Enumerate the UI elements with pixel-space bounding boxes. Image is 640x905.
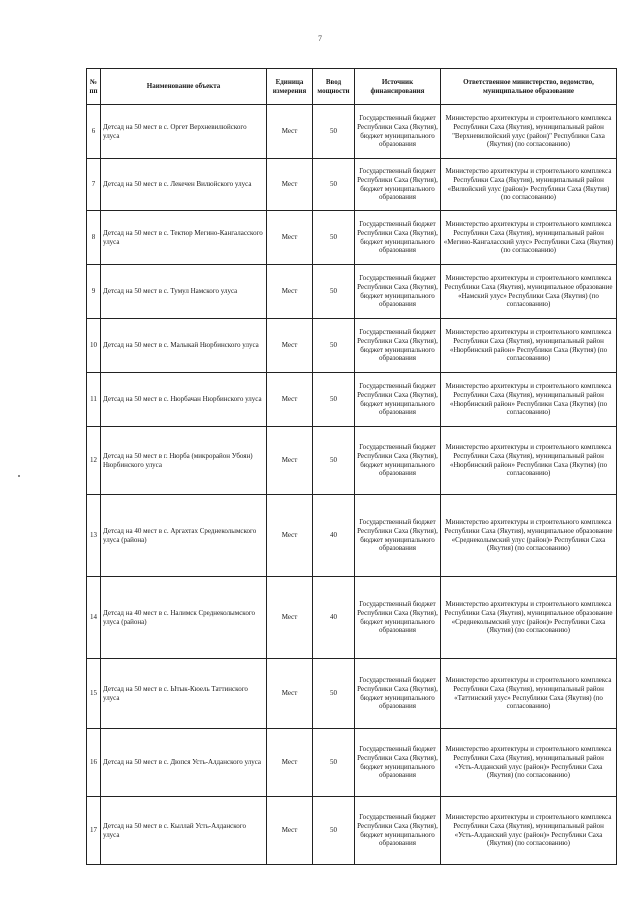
object-name: Детсад на 50 мест в с. Оргет Верхневилюйского улуса [101,105,267,159]
capacity-cell: 50 [313,159,355,211]
table-row [87,577,617,659]
row-number: 6 [87,105,101,159]
funding-source-cell: Государственный бюджет Республики Саха (Якутия), бюджет муниципального образования [355,105,441,159]
object-name: Детсад на 50 мест в г. Нюрба (микрорайон Убоян) Нюрбинского улуса [101,427,267,495]
responsible-cell: Министерство архитектуры и строительного комплекса Республики Саха (Якутия), муниципальное образование «Намский улус» Республики Саха (Якутия) (по согласованию) [441,265,617,319]
table-row [87,211,617,265]
table-row [87,319,617,373]
unit-cell: Мест [267,495,313,577]
funding-source-cell: Государственный бюджет Республики Саха (Якутия), бюджет муниципального образования [355,729,441,797]
object-name: Детсад на 50 мест в с. Дюпся Усть-Алданского улуса [101,729,267,797]
object-name: Детсад на 50 мест в с. Ытык-Кюель Таттинского улуса [101,659,267,729]
funding-source-cell: Государственный бюджет Республики Саха (Якутия), бюджет муниципального образования [355,159,441,211]
funding-source-cell: Государственный бюджет Республики Саха (Якутия), бюджет муниципального образования [355,319,441,373]
table-row [87,105,617,159]
funding-source-cell: Государственный бюджет Республики Саха (Якутия), бюджет муниципального образования [355,659,441,729]
object-name: Детсад на 50 мест в с. Малыкай Нюрбинского улуса [101,319,267,373]
capacity-cell: 50 [313,105,355,159]
unit-cell: Мест [267,373,313,427]
responsible-cell: Министерство архитектуры и строительного комплекса Республики Саха (Якутия), муниципальное образование «Среднеколымский улус (район)» Республики Саха (Якутия) (по согласованию) [441,577,617,659]
responsible-cell: Министерство архитектуры и строительного комплекса Республики Саха (Якутия), муниципальный район «Усть-Алданский улус (район)» Республики Саха (Якутия) (по согласованию) [441,729,617,797]
responsible-cell: Министерство архитектуры и строительного комплекса Республики Саха (Якутия), муниципальный район «Нюрбинский район» Республики Саха (Якутия) (по согласованию) [441,373,617,427]
table-row [87,495,617,577]
table-row [87,265,617,319]
unit-cell: Мест [267,659,313,729]
row-number: 8 [87,211,101,265]
capacity-cell: 50 [313,373,355,427]
page-number: 7 [318,34,322,43]
capacity-cell: 50 [313,265,355,319]
table-row [87,729,617,797]
table-body [87,105,617,865]
funding-source-cell: Государственный бюджет Республики Саха (Якутия), бюджет муниципального образования [355,577,441,659]
header-unit: Единица измерения [267,69,313,105]
header-num: № пп [87,69,101,105]
table-row [87,427,617,495]
scan-mark [18,475,20,477]
capacity-cell: 40 [313,495,355,577]
funding-source-cell: Государственный бюджет Республики Саха (Якутия), бюджет муниципального образования [355,427,441,495]
table-row [87,659,617,729]
row-number: 10 [87,319,101,373]
unit-cell: Мест [267,797,313,865]
object-name: Детсад на 50 мест в с. Кыллай Усть-Алданского улуса [101,797,267,865]
object-name: Детсад на 50 мест в с. Тумул Намского улуса [101,265,267,319]
header-name: Наименование объекта [101,69,267,105]
responsible-cell: Министерство архитектуры и строительного комплекса Республики Саха (Якутия), муниципальный район «Вилюйский улус (район)» Республики Саха (Якутия) (по согласованию) [441,159,617,211]
object-name: Детсад на 50 мест в с. Лекечен Вилюйского улуса [101,159,267,211]
responsible-cell: Министерство архитектуры и строительного комплекса Республики Саха (Якутия), муниципальный район «Усть-Алданский улус (район)» Республики Саха (Якутия) (по согласованию) [441,797,617,865]
objects-table [86,68,617,865]
responsible-cell: Министерство архитектуры и строительного комплекса Республики Саха (Якутия), муниципальное образование «Среднеколымский улус (район)» Республики Саха (Якутия) (по согласованию) [441,495,617,577]
unit-cell: Мест [267,211,313,265]
responsible-cell: Министерство архитектуры и строительного комплекса Республики Саха (Якутия), муниципальный район «Нюрбинский район» Республики Саха (Якутия) (по согласованию) [441,427,617,495]
unit-cell: Мест [267,159,313,211]
table-row [87,159,617,211]
object-name: Детсад на 50 мест в с. Нюрбачан Нюрбинского улуса [101,373,267,427]
capacity-cell: 50 [313,797,355,865]
funding-source-cell: Государственный бюджет Республики Саха (Якутия), бюджет муниципального образования [355,211,441,265]
capacity-cell: 50 [313,211,355,265]
responsible-cell: Министерство архитектуры и строительного комплекса Республики Саха (Якутия), муниципальный район «Мегино-Кангаласский улус» Республики Саха (Якутия) (по согласованию) [441,211,617,265]
unit-cell: Мест [267,427,313,495]
row-number: 7 [87,159,101,211]
funding-source-cell: Государственный бюджет Республики Саха (Якутия), бюджет муниципального образования [355,265,441,319]
unit-cell: Мест [267,577,313,659]
funding-source-cell: Государственный бюджет Республики Саха (Якутия), бюджет муниципального образования [355,797,441,865]
funding-source-cell: Государственный бюджет Республики Саха (Якутия), бюджет муниципального образования [355,373,441,427]
table-row [87,797,617,865]
capacity-cell: 50 [313,319,355,373]
unit-cell: Мест [267,729,313,797]
row-number: 16 [87,729,101,797]
unit-cell: Мест [267,319,313,373]
row-number: 12 [87,427,101,495]
funding-source-cell: Государственный бюджет Республики Саха (Якутия), бюджет муниципального образования [355,495,441,577]
capacity-cell: 50 [313,427,355,495]
capacity-cell: 50 [313,659,355,729]
row-number: 11 [87,373,101,427]
object-name: Детсад на 40 мест в с. Налимск Среднеколымского улуса (района) [101,577,267,659]
header-capacity: Ввод мощности [313,69,355,105]
capacity-cell: 50 [313,729,355,797]
table-header-row [87,69,617,105]
unit-cell: Мест [267,265,313,319]
header-responsible: Ответственное министерство, ведомство, муниципальное образование [441,69,617,105]
responsible-cell: Министерство архитектуры и строительного комплекса Республики Саха (Якутия), муниципальный район «Нюрбинский район» Республики Саха (Якутия) (по согласованию) [441,319,617,373]
header-source: Источник финансирования [355,69,441,105]
row-number: 13 [87,495,101,577]
table-row [87,373,617,427]
row-number: 14 [87,577,101,659]
unit-cell: Мест [267,105,313,159]
responsible-cell: Министерство архитектуры и строительного комплекса Республики Саха (Якутия), муниципальный район "Верхневилюйский улус (район)" Республики Саха (Якутия) (по согласованию) [441,105,617,159]
responsible-cell: Министерство архитектуры и строительного комплекса Республики Саха (Якутия), муниципальный район «Таттинский улус» Республики Саха (Якутия) (по согласованию) [441,659,617,729]
capacity-cell: 40 [313,577,355,659]
object-name: Детсад на 40 мест в с. Аргахтах Среднеколымского улуса (района) [101,495,267,577]
row-number: 17 [87,797,101,865]
object-name: Детсад на 50 мест в с. Тектюр Мегино-Кангаласского улуса [101,211,267,265]
row-number: 9 [87,265,101,319]
row-number: 15 [87,659,101,729]
